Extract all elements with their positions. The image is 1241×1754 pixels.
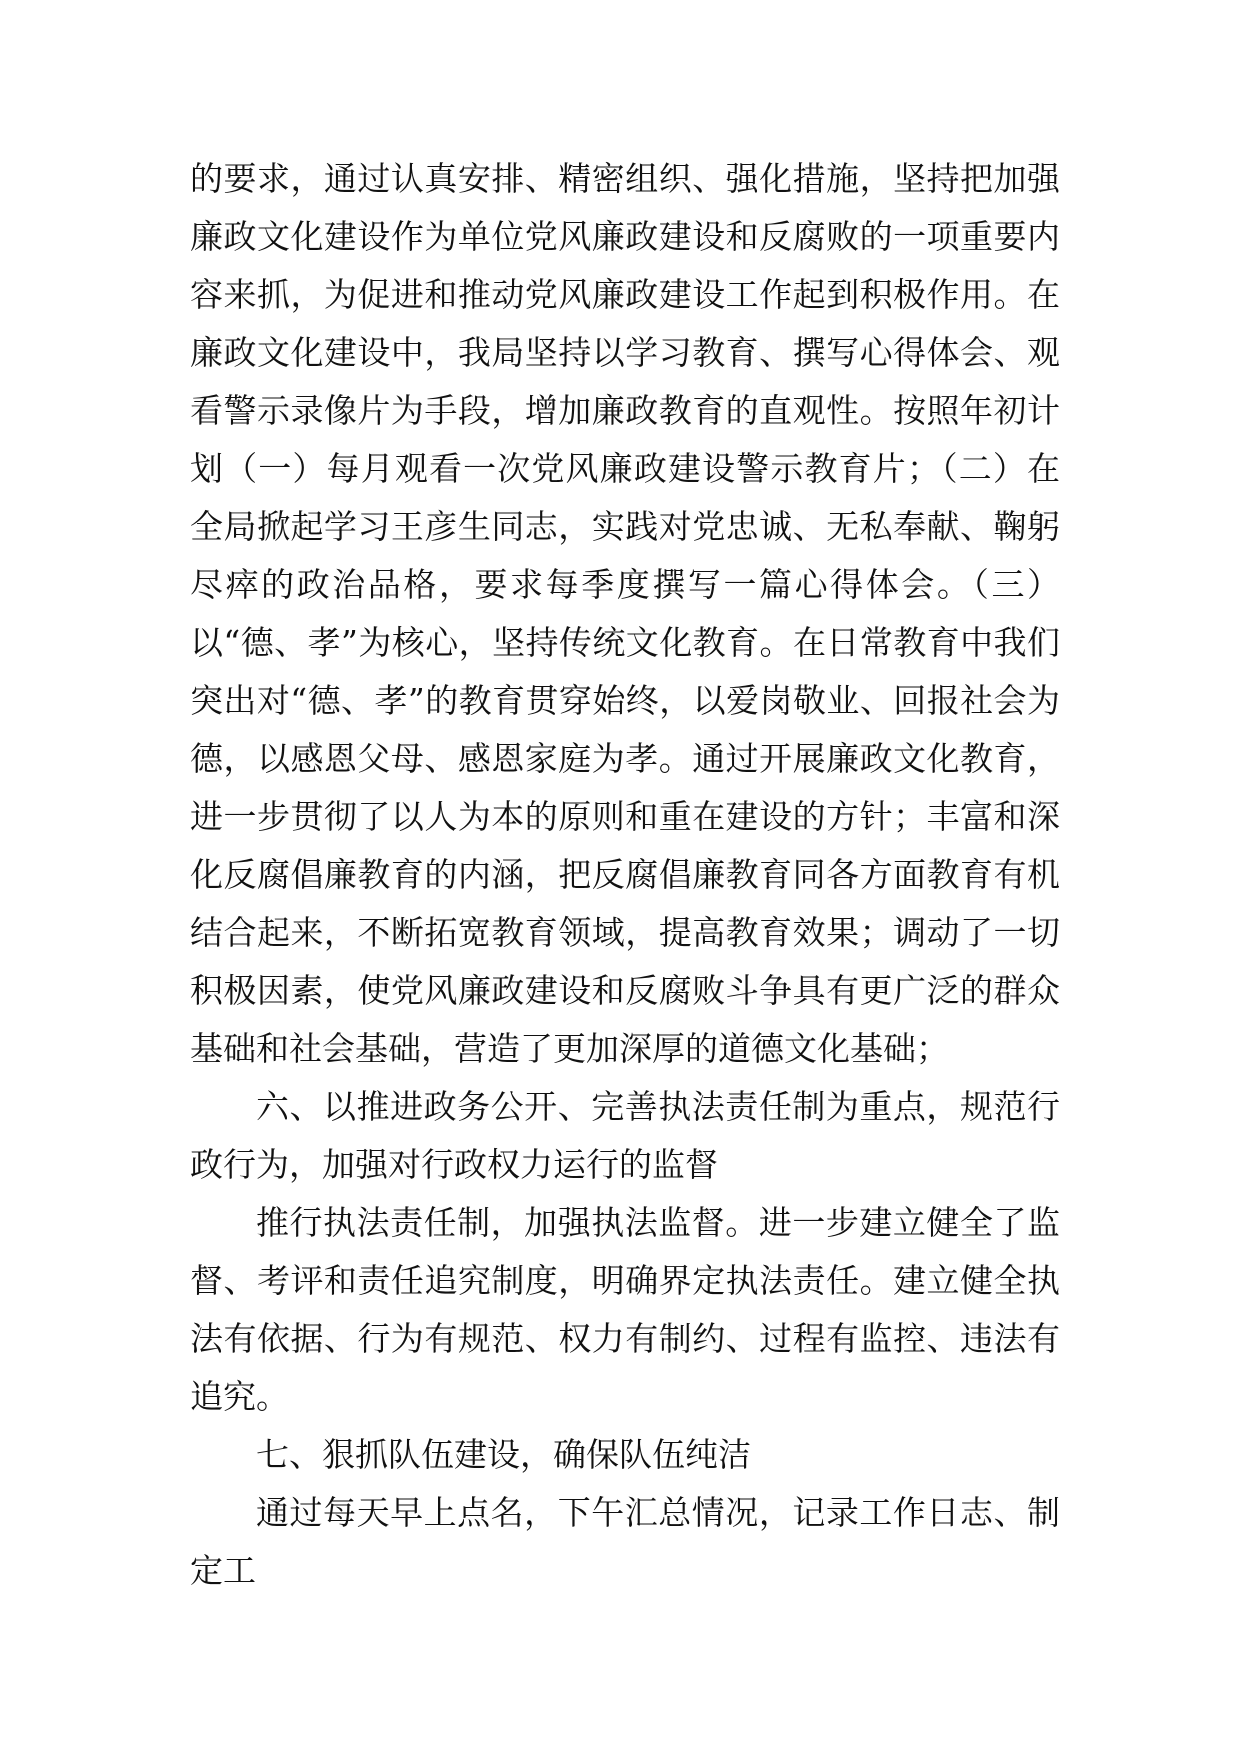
paragraph-enforcement-responsibility: 推行执法责任制，加强执法监督。进一步建立健全了监督、考评和责任追究制度，明确界定执法责任。建立健全执法有依据、行为有规范、权力有制约、过程有监控、违法有追究。 xyxy=(190,1203,1060,1416)
section-heading-six: 六、以推进政务公开、完善执法责任制为重点，规范行政行为，加强对行政权力运行的监督 xyxy=(190,1087,1060,1184)
section-heading-seven: 七、狠抓队伍建设，确保队伍纯洁 xyxy=(256,1435,751,1474)
paragraph-team-building: 通过每天早上点名，下午汇总情况，记录工作日志、制定工 xyxy=(190,1493,1060,1590)
paragraph-continuation: 的要求，通过认真安排、精密组织、强化措施，坚持把加强廉政文化建设作为单位党风廉政建设和反腐败的一项重要内容来抓，为促进和推动党风廉政建设工作起到积极作用。在廉政文化建设中，我局坚持以学习教育、撰写心得体会、观看警示录像片为手段，增加廉政教育的直观性。按照年初计划（一）每月观看一次党风廉政建设警示教育片；（二）在全局掀起学习王彦生同志，实践对党忠诚、无私奉献、鞠躬尽瘁的政治品格，要求每季度撰写一篇心得体会。（三）以“德、孝”为核心，坚持传统文化教育。在日常教育中我们突出对“德、孝”的教育贯穿始终，以爱岗敬业、回报社会为德，以感恩父母、感恩家庭为孝。通过开展廉政文化教育，进一步贯彻了以人为本的原则和重在建设的方针；丰富和深化反腐倡廉教育的内涵，把反腐倡廉教育同各方面教育有机结合起来，不断拓宽教育领域，提高教育效果；调动了一切积极因素，使党风廉政建设和反腐败斗争具有更广泛的群众基础和社会基础，营造了更加深厚的道德文化基础； xyxy=(190,159,1060,1068)
document-body xyxy=(190,150,1060,1600)
